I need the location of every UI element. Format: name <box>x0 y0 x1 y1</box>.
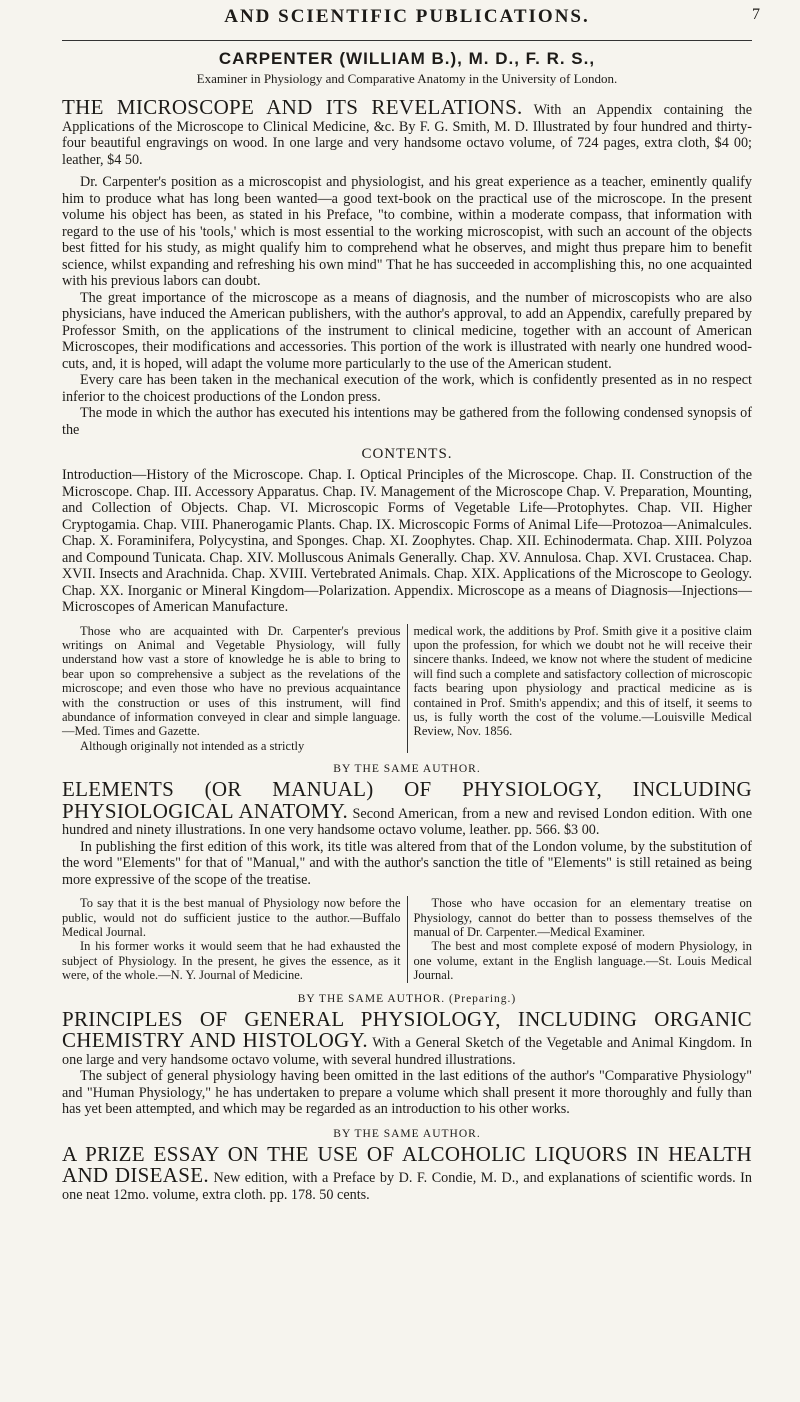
reviews <box>62 624 752 754</box>
book-description: New edition, with a Preface by D. F. Condie, M. D., and explanations of scientific words. In one neat 12mo. volume, extra cloth. pp. 178. 50 cents. <box>62 1170 753 1203</box>
book-physiology-manual <box>62 779 752 982</box>
by-same-author: BY THE SAME AUTHOR. (Preparing.) <box>297 992 517 1005</box>
running-head <box>62 0 760 40</box>
header-rule <box>62 40 752 41</box>
by-same-author: BY THE SAME AUTHOR. <box>333 1127 481 1140</box>
book-entry <box>62 1141 753 1204</box>
review-text: Those who have occasion for an elementary treatise on Physiology, cannot do better than to possess themselves of the manual of Dr. Carpenter.—Medical Examiner. <box>413 896 752 939</box>
book-text <box>62 839 752 889</box>
book-entry <box>62 1006 752 1069</box>
review-text: medical work, the additions by Prof. Smith give it a positive claim upon the profession, for which we doubt not he will receive their sincere thanks. Indeed, we know not where the student of medicine will find such a complete and satisfactory collection of microscopic facts bearing upon physiology and practical medicine as is contained in Prof. Smith's appendix; and this of itself, it seems to us, is fully worth the cost of the volume.—Louisville Medical Review, Nov. 1856. <box>413 623 752 739</box>
book-prize-essay <box>62 1141 753 1204</box>
review-text: Those who are acquainted with Dr. Carpenter's previous writings on Animal and Vegetable Physiology, will fully understand how vast a store of knowledge he is able to bring to bear upon so comprehensive a subject as the revelations of the microscope; and even those who have no previous acquaintance with the construction or uses of this instrument, will find abundance of information conveyed in clear and simple language.—Med. Times and Gazette. <box>62 623 401 739</box>
running-head-title: AND SCIENTIFIC PUBLICATIONS. <box>224 6 590 27</box>
review-column-left <box>62 624 408 754</box>
book-title: ELEMENTS (OR MANUAL) OF PHYSIOLOGY, INCLUDING PHYSIOLOGICAL ANATOMY. <box>62 777 752 823</box>
contents-list: Introduction—History of the Microscope. Chap. I. Optical Principles of the Microscope. Chap. II. Construction of the Microscope. Chap. III. Accessory Apparatus. Chap. IV. Management of the Microscope Chap. V. Preparation, Mounting, and Collection of Objects. Chap. VI. Microscopic Forms of Vegetable Life—Protophytes. Chap. VII. Higher Cryptogamia. Chap. VIII. Phanerogamic Plants. Chap. IX. Microscopic Forms of Animal Life—Protozoa—Animalcules. Chap. X. Foraminifera, Polycystina, and Sponges. Chap. XI. Zoophytes. Chap. XII. Echinodermata. Chap. XIII. Polyzoa and Compound Tunicata. Chap. XIV. Molluscous Animals Generally. Chap. XV. Annulosa. Chap. XVI. Crustacea. Chap. XVII. Insects and Arachnida. Chap. XVIII. Vertebrated Animals. Chap. XIX. Applications of the Microscope to Geology. Chap. XX. Inorganic or Mineral Kingdom—Polarization. Appendix. Microscope as a means of Diagnosis—Injections—Microscopes of American Manufacture. <box>62 467 752 615</box>
book-text <box>62 174 752 438</box>
contents-heading: CONTENTS. <box>361 446 453 462</box>
book-paragraph: The subject of general physiology having been omitted in the last editions of the author's "Comparative Physiology" and "Human Physiology," he has undertaken to prepare a volume which shall present it more thoroughly and fully than has yet been attempted, and which may be regarded as an introduction to his other works. <box>62 1068 752 1118</box>
reviews <box>62 896 752 982</box>
review-text: To say that it is the best manual of Physiology now before the public, would not do sufficient justice to the author.—Buffalo Medical Journal. <box>62 896 401 939</box>
book-text <box>62 1068 752 1118</box>
book-title: THE MICROSCOPE AND ITS REVELATIONS. <box>62 95 523 119</box>
review-column-left <box>62 896 408 982</box>
book-paragraph: Every care has been taken in the mechanical execution of the work, which is confidently presented as in no respect inferior to the choicest productions of the London press. <box>62 372 752 405</box>
review-column-right <box>408 896 753 982</box>
page-number: 7 <box>752 6 760 23</box>
book-entry <box>62 97 752 168</box>
book-description: Second American, from a new and revised London edition. With one hundred and ninety illustrations. In one very handsome octavo volume, leather. pp. 566. $3 00. <box>62 805 753 839</box>
review-text: The best and most complete exposé of modern Physiology, in one volume, extant in the English language.—St. Louis Medical Journal. <box>413 939 752 983</box>
book-description: With an Appendix containing the Applications of the Microscope to Clinical Medicine, &c. By F. G. Smith, M. D. Illustrated by four hundred and thirty-four beautiful engravings on wood. In one large and very handsome octavo volume, of 724 pages, extra cloth, $4 00; leather, $4 50. <box>62 102 753 168</box>
review-text: In his former works it would seem that he had exhausted the subject of Physiology. In the present, he gives the essence, as it were, of the whole.—N. Y. Journal of Medicine. <box>62 939 401 983</box>
author-affiliation: Examiner in Physiology and Comparative Anatomy in the University of London. <box>196 71 618 86</box>
book-microscope <box>62 97 752 753</box>
by-same-author: BY THE SAME AUTHOR. <box>333 763 481 776</box>
book-paragraph: The great importance of the microscope as a means of diagnosis, and the number of microscopists who are also physicians, have induced the American publishers, with the author's approval, to add an Appendix, carefully prepared by Professor Smith, on the applications of the instrument to clinical medicine, together with an account of American Microscopes, their modifications and accessories. This portion of the work is illustrated with nearly one hundred wood-cuts, and, it is hoped, will adapt the volume more particularly to the use of the American student. <box>62 289 752 372</box>
book-paragraph: The mode in which the author has executed his intentions may be gathered from the following condensed synopsis of the <box>62 405 752 438</box>
book-title: A PRIZE ESSAY ON THE USE OF ALCOHOLIC LIQUORS IN HEALTH AND DISEASE. <box>62 1141 752 1188</box>
book-general-physiology <box>62 1006 752 1118</box>
page <box>62 0 760 1203</box>
book-entry <box>62 779 752 839</box>
book-paragraph: Dr. Carpenter's position as a microscopist and physiologist, and his great experience as a teacher, eminently qualify him to produce what has long been wanted—a good text-book on the practical use of the microscope. In the present volume his object has been, as stated in his Preface, "to combine, within a moderate compass, that information with regard to the use of his 'tools,' which is most essential to the working microscopist, with such an account of the objects best fitted for his study, as might qualify him to comprehend what he observes, and might thus prepare him to benefit science, whilst expanding and refreshing his own mind" That he has succeeded in accomplishing this, no one acquainted with his previous labors can doubt. <box>62 174 752 289</box>
book-paragraph: In publishing the first edition of this work, its title was altered from that of the London volume, by the substitution of the word "Elements" for that of "Manual," and with the author's sanction the title of "Elements" is still retained as being more expressive of the scope of the treatise. <box>62 838 752 888</box>
book-description: With a General Sketch of the Vegetable and Animal Kingdom. In one large and very handsome octavo volume, with several hundred illustrations. <box>62 1035 752 1068</box>
book-title: PRINCIPLES OF GENERAL PHYSIOLOGY, INCLUDING ORGANIC CHEMISTRY AND HISTOLOGY. <box>62 1006 752 1053</box>
author-name: CARPENTER (WILLIAM B.), M. D., F. R. S., <box>218 49 596 68</box>
review-column-right <box>408 624 753 754</box>
review-text: Although originally not intended as a strictly <box>80 738 305 753</box>
